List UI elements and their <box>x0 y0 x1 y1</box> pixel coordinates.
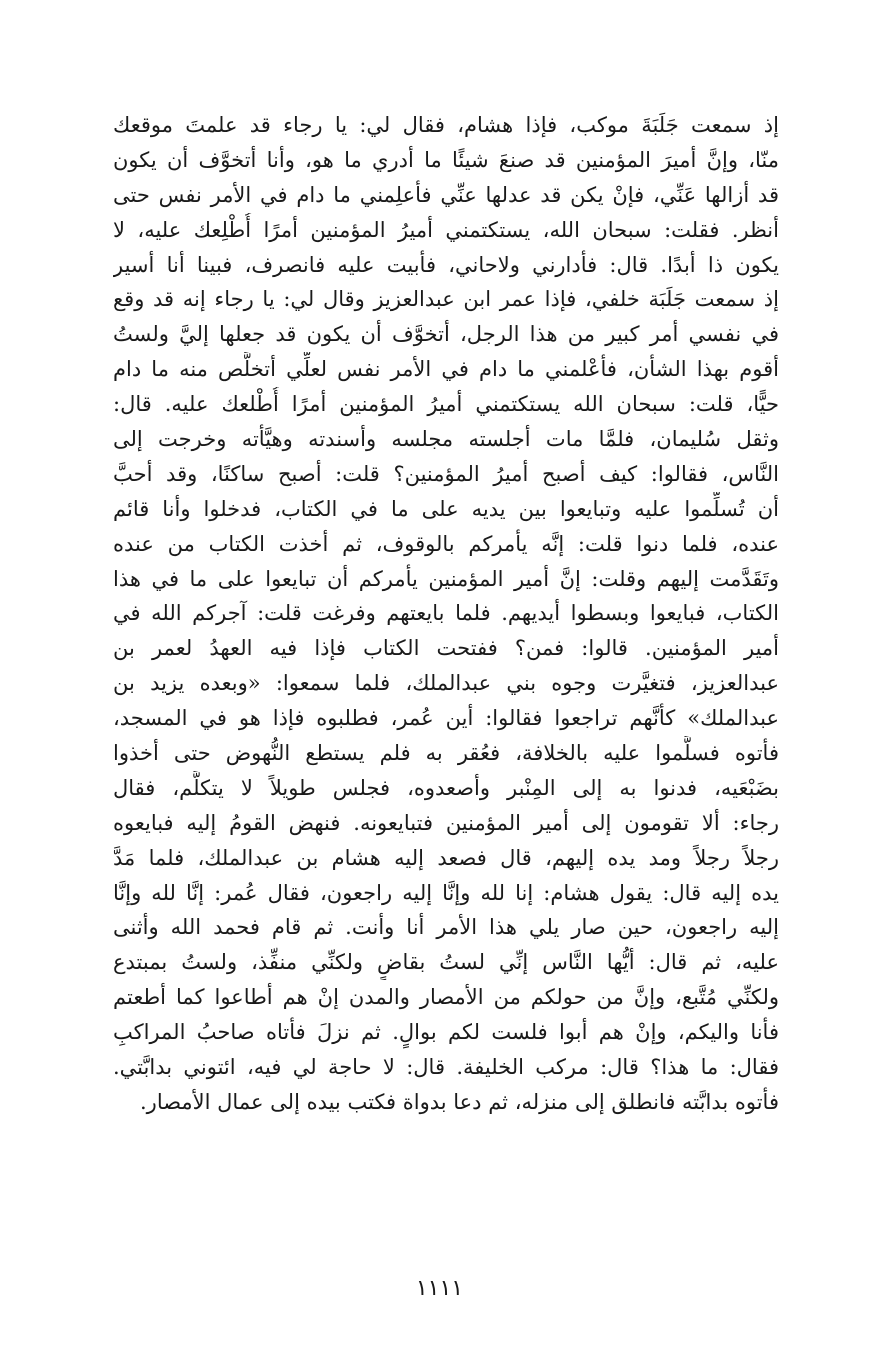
text-line: النَّاس، فقالوا: كيف أصبح أميرُ المؤمنين؟ قلت: أصبح ساكنًا، وقد أحبَّ <box>113 461 779 486</box>
text-line: إليه راجعون، حين صار يلي هذا الأمر أنا وأنت. ثم قام فحمد الله وأثنى <box>113 915 779 940</box>
text-line: فقال: ما هذا؟ قال: مركب الخليفة. قال: لا حاجة لي فيه، ائتوني بدابَّتي. <box>113 1055 779 1080</box>
text-line: حيًّا، قلت: سبحان الله يستكتمني أميرُ المؤمنين أمرًا أُطْلعك عليه. قال: <box>113 392 779 417</box>
text-line: عنده، فلما دنوا قلت: إنَّه يأمركم بالوقوف، ثم أخذت الكتاب من عنده <box>113 531 779 556</box>
text-line: في نفسي أمر كبير من هذا الرجل، أتخوَّف أن يكون قد جعلها إليَّ ولستُ <box>113 322 779 347</box>
text-line: يده إليه قال: يقول هشام: إنا لله وإنَّا إليه راجعون، فقال عُمر: إنَّا لله وإنَّا <box>113 880 779 905</box>
text-line: عليه، ثم قال: أيُّها النَّاس إنِّي لستُ بقاضٍ ولكنِّي منفِّذ، ولستُ بمبتدع <box>113 950 779 975</box>
text-line: بضَبْعَيه، فدنوا به إلى المِنْبر وأصعدوه، فجلس طويلاً لا يتكلَّم، فقال <box>113 775 779 800</box>
text-line: أقوم بهذا الشأن، فأعْلمني ما دام في الأمر نفس لعلِّي أتخلَّص منه ما دام <box>113 357 779 382</box>
text-line: أن تُسلِّموا عليه وتبايعوا بين يديه على ما في الكتاب، فدخلوا وأنا قائم <box>113 496 779 521</box>
text-line: ولكنِّي مُتَّبع، وإنَّ من حولكم من الأمصار والمدن إنْ هم أطاعوا كما أطعتم <box>113 985 779 1010</box>
text-line: عبدالملك» كأنَّهم تراجعوا فقالوا: أين عُمر، فطلبوه فإذا هو في المسجد، <box>113 706 779 731</box>
text-line: فأتوه بدابَّته فانطلق إلى منزله، ثم دعا بدواة فكتب بيده إلى عمال الأمصار. <box>140 1089 779 1114</box>
text-line: يكون ذا أبدًا. قال: فأدارني ولاحاني، فأبيت عليه فانصرف، فبينا أنا أسير <box>113 252 779 277</box>
text-line: منّا، وإنَّ أميرَ المؤمنين قد صنعَ شيئًا ما أدري ما هو، وأنا أتخوَّف أن يكون <box>113 147 779 172</box>
text-line: رجاء: ألا تقومون إلى أمير المؤمنين فتبايعونه. فنهض القومُ إليه فبايعوه <box>113 810 779 835</box>
text-line: فأنا واليكم، وإنْ هم أبوا فلست لكم بوالٍ. ثم نزلَ فأتاه صاحبُ المراكبِ <box>113 1020 779 1045</box>
text-line: وثقل سُليمان، فلمَّا مات أجلسته مجلسه وأسندته وهيَّأته وخرجت إلى <box>113 427 779 452</box>
text-line: عبدالعزيز، فتغيَّرت وجوه بني عبدالملك، فلما سمعوا: «وبعده يزيد بن <box>113 671 779 696</box>
text-line: فأتوه فسلَّموا عليه بالخلافة، فعُقر به فلم يستطع النُّهوض حتى أخذوا <box>113 741 779 766</box>
text-line: إذ سمعت جَلَبَةَ موكب، فإذا هشام، فقال لي: يا رجاء قد علمتَ موقعك <box>113 113 779 137</box>
text-line: رجلاً رجلاً ومد يده إليهم، قال فصعد إليه هشام بن عبدالملك، فلما مَدَّ <box>113 845 779 870</box>
text-line: وتَقَدَّمت إليهم وقلت: إنَّ أمير المؤمنين يأمركم أن تبايعوا على ما في هذا <box>113 566 779 591</box>
text-line: قد أزالها عَنِّي، فإنْ يكن قد عدلها عنِّي فأعلِمني ما دام في الأمر نفس حتى <box>113 182 779 207</box>
text-line: أنظر. فقلت: سبحان الله، يستكتمني أميرُ المؤمنين أمرًا أُطْلِعك عليه، لا <box>113 217 779 242</box>
body-text <box>113 108 779 1120</box>
text-line: أمير المؤمنين. قالوا: فمن؟ ففتحت الكتاب فإذا فيه العهدُ لعمر بن <box>113 636 779 661</box>
text-line: إذ سمعت جَلَبَة خلفي، فإذا عمر ابن عبدالعزيز وقال لي: يا رجاء إنه قد وقع <box>113 287 779 312</box>
page-number: ١١١١ <box>415 1276 464 1301</box>
text-line: الكتاب، فبايعوا وبسطوا أيديهم. فلما بايعتهم وفرغت قلت: آجركم الله في <box>113 601 779 626</box>
